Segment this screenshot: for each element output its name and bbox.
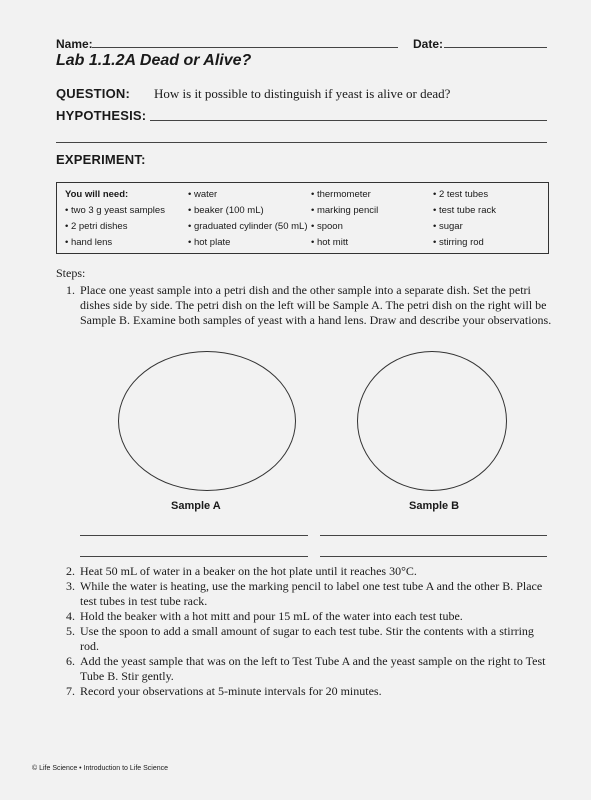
step-number: 4.: [66, 609, 75, 623]
materials-column-3: [311, 187, 378, 251]
hypothesis-line-2[interactable]: [56, 142, 547, 143]
name-label: Name:: [56, 37, 93, 51]
materials-column-2: [188, 187, 308, 251]
sample-a-line-2[interactable]: [80, 556, 308, 557]
sample-b-line-1[interactable]: [320, 535, 547, 536]
material-item: • test tube rack: [433, 205, 496, 216]
step-6: [66, 654, 552, 684]
material-item: • stirring rod: [433, 237, 484, 248]
material-item: • hot mitt: [311, 237, 349, 248]
step-number: 3.: [66, 579, 75, 593]
step-5: [66, 624, 552, 654]
material-item: • thermometer: [311, 189, 371, 200]
materials-heading: You will need:: [65, 189, 129, 200]
hypothesis-label: HYPOTHESIS:: [56, 108, 147, 123]
date-line[interactable]: [444, 47, 547, 48]
question-text: How is it possible to distinguish if yeast is alive or dead?: [154, 86, 451, 101]
step-text: Use the spoon to add a small amount of sugar to each test tube. Stir the contents with a stirring rod.: [80, 624, 534, 653]
material-item: • spoon: [311, 221, 343, 232]
material-item: • graduated cylinder (50 mL): [188, 221, 308, 232]
material-item: • 2 test tubes: [433, 189, 489, 200]
step-text: Hold the beaker with a hot mitt and pour 15 mL of the water into each test tube.: [80, 609, 463, 623]
sample-a-circle[interactable]: [118, 351, 296, 491]
lab-title: Lab 1.1.2A Dead or Alive?: [56, 52, 252, 69]
material-item: • two 3 g yeast samples: [65, 205, 165, 216]
materials-box: [56, 182, 549, 254]
step-text: Add the yeast sample that was on the left to Test Tube A and the yeast sample on the right to Test Tube B. Stir gently.: [80, 654, 546, 683]
step-text: Heat 50 mL of water in a beaker on the hot plate until it reaches 30°C.: [80, 564, 417, 578]
step-3: [66, 579, 552, 609]
step-text: While the water is heating, use the marking pencil to label one test tube A and the other B. Place test tubes in test tube rack.: [80, 579, 543, 608]
step-number: 2.: [66, 564, 75, 578]
step-2: [66, 564, 552, 579]
material-item: • 2 petri dishes: [65, 221, 128, 232]
step-text: Record your observations at 5-minute intervals for 20 minutes.: [80, 684, 382, 698]
material-item: • sugar: [433, 221, 463, 232]
material-item: • marking pencil: [311, 205, 379, 216]
step-number: 1.: [66, 283, 75, 297]
footer-credit: © Life Science • Introduction to Life Science: [32, 765, 169, 772]
material-item: • hand lens: [65, 237, 113, 248]
materials-column-4: [433, 187, 496, 251]
experiment-label: EXPERIMENT:: [56, 152, 146, 167]
step-4: [66, 609, 552, 624]
step-text: Place one yeast sample into a petri dish and the other sample into a separate dish. Set the petri dishes side by side. The petri dish on the left will be Sample A. The petri dish on the right will be Sample B. Examine both samples of yeast with a hand lens. Draw and describe your observations.: [80, 283, 552, 327]
sample-b-line-2[interactable]: [320, 556, 547, 557]
step-number: 5.: [66, 624, 75, 638]
date-label: Date:: [413, 37, 444, 51]
question-label: QUESTION:: [56, 86, 131, 101]
material-item: • hot plate: [188, 237, 231, 248]
step-number: 6.: [66, 654, 75, 668]
material-item: • water: [188, 189, 218, 200]
sample-b-label: Sample B: [409, 500, 460, 512]
material-item: • beaker (100 mL): [188, 205, 264, 216]
steps-label: Steps:: [56, 266, 86, 280]
materials-column-1: [65, 187, 165, 251]
name-line[interactable]: [92, 47, 398, 48]
step-number: 7.: [66, 684, 75, 698]
hypothesis-line-1[interactable]: [150, 120, 547, 121]
sample-a-line-1[interactable]: [80, 535, 308, 536]
step-7: [66, 684, 552, 699]
sample-b-circle[interactable]: [357, 351, 507, 491]
step-1: [66, 283, 552, 328]
sample-a-label: Sample A: [171, 500, 221, 512]
